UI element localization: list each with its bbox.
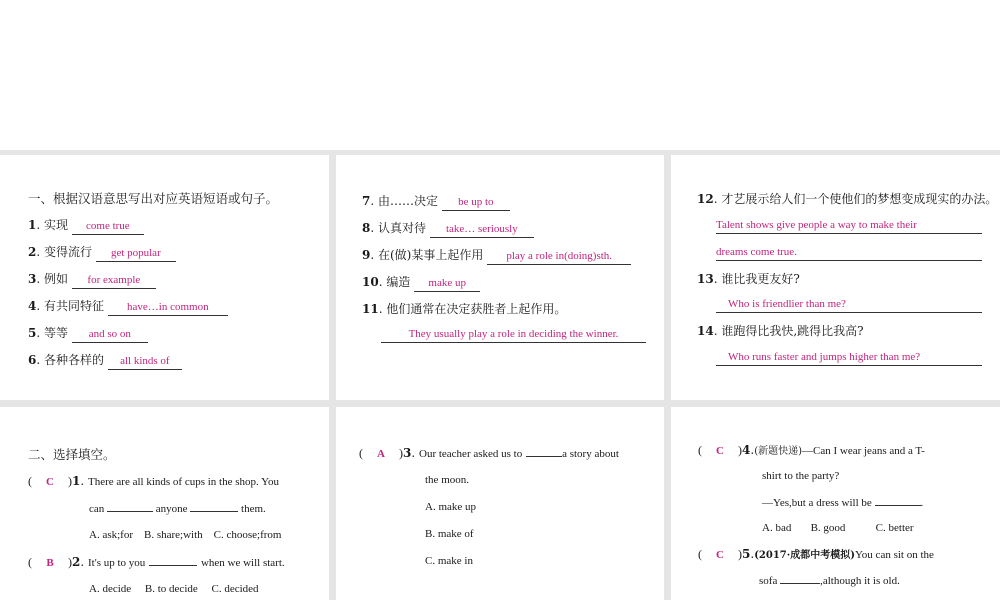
answer-4: have…in common bbox=[108, 299, 228, 316]
choice-answer-4: C bbox=[716, 445, 724, 457]
blank bbox=[107, 500, 153, 512]
choice-answer-3: A bbox=[377, 448, 385, 460]
panel-choice-1-2 bbox=[0, 407, 329, 600]
answer-6: all kinds of bbox=[108, 353, 182, 370]
question-3: ( A )3. Our teacher asked us to a story about bbox=[359, 446, 619, 460]
item-6: 6. 各种各样的 all kinds of bbox=[28, 352, 182, 370]
item-3: 3. 例如 for example bbox=[28, 271, 156, 289]
question-3-option-a: A. make up bbox=[425, 501, 477, 513]
answer-3: for example bbox=[72, 272, 156, 289]
answer-12-line-2: dreams come true. bbox=[716, 244, 982, 261]
blank bbox=[190, 500, 238, 512]
answer-9: play a role in(doing)sth. bbox=[487, 248, 631, 265]
choice-answer-1: C bbox=[46, 476, 54, 488]
answer-1: come true bbox=[72, 218, 144, 235]
item-9: 9. 在(做)某事上起作用 play a role in(doing)sth. bbox=[362, 247, 631, 265]
item-13: 13. 谁比我更友好? bbox=[697, 272, 800, 286]
blank bbox=[526, 445, 562, 457]
question-2-options: A. decide B. to decide C. decided bbox=[89, 583, 259, 595]
question-4-options: A. bad B. good C. better bbox=[762, 522, 914, 534]
answer-5: and so on bbox=[72, 326, 148, 343]
item-12: 12. 才艺展示给人们一个使他们的梦想变成现实的办法。 bbox=[697, 192, 998, 206]
item-2: 2. 变得流行 get popular bbox=[28, 244, 176, 262]
choice-answer-5: C bbox=[716, 549, 724, 561]
item-11: 11. 他们通常在决定获胜者上起作用。 bbox=[362, 302, 567, 316]
answer-2: get popular bbox=[96, 245, 176, 262]
item-10: 10. 编造 make up bbox=[362, 274, 480, 292]
question-2: ( B )2. It's up to you when we will start. bbox=[28, 555, 285, 569]
item-14: 14. 谁跑得比我快,跳得比我高? bbox=[697, 324, 864, 338]
top-blank-area bbox=[0, 0, 1000, 150]
answer-13: Who is friendlier than me? bbox=[716, 296, 982, 313]
question-3-line-2: the moon. bbox=[425, 474, 469, 486]
panel-choice-3 bbox=[336, 407, 664, 600]
answer-10: make up bbox=[414, 275, 480, 292]
question-4: ( C )4.(新题快递)—Can I wear jeans and a T- bbox=[698, 443, 925, 457]
blank bbox=[149, 554, 197, 566]
item-4: 4. 有共同特征 have…in common bbox=[28, 298, 228, 316]
item-7: 7. 由……决定 be up to bbox=[362, 193, 510, 211]
question-1-options: A. ask;for B. share;with C. choose;from bbox=[89, 529, 282, 541]
question-4-line-2: shirt to the party? bbox=[762, 470, 840, 482]
answer-14: Who runs faster and jumps higher than me? bbox=[716, 349, 982, 366]
question-1: ( C )1. There are all kinds of cups in the shop. You bbox=[28, 474, 279, 488]
question-3-option-c: C. make in bbox=[425, 555, 473, 567]
question-5: ( C )5.(2017·成都中考模拟)You can sit on the bbox=[698, 547, 934, 561]
item-1: 1. 实现 come true bbox=[28, 217, 144, 235]
section-one-heading: 一、根据汉语意思写出对应英语短语或句子。 bbox=[28, 191, 279, 206]
choice-answer-2: B bbox=[46, 557, 54, 569]
question-5-line-2: sofa ,although it is old. bbox=[759, 572, 900, 589]
panel-phrases-1-6 bbox=[0, 155, 329, 400]
answer-7: be up to bbox=[442, 194, 510, 211]
panel-sentences-12-14 bbox=[671, 155, 1000, 400]
panel-choice-4-5 bbox=[671, 407, 1000, 600]
panel-phrases-7-11 bbox=[336, 155, 664, 400]
answer-11: They usually play a role in deciding the winner. bbox=[381, 326, 646, 343]
answer-12-line-1: Talent shows give people a way to make their bbox=[716, 217, 982, 234]
question-4-line-3: —Yes,but a dress will be . bbox=[762, 494, 923, 511]
answer-8: take… seriously bbox=[430, 221, 534, 238]
blank bbox=[875, 494, 921, 506]
blank bbox=[780, 572, 820, 584]
question-1-line-2: can anyone them. bbox=[89, 500, 266, 517]
section-two-heading: 二、选择填空。 bbox=[28, 447, 116, 462]
item-8: 8. 认真对待 take… seriously bbox=[362, 220, 534, 238]
item-5: 5. 等等 and so on bbox=[28, 325, 148, 343]
question-3-option-b: B. make of bbox=[425, 528, 474, 540]
